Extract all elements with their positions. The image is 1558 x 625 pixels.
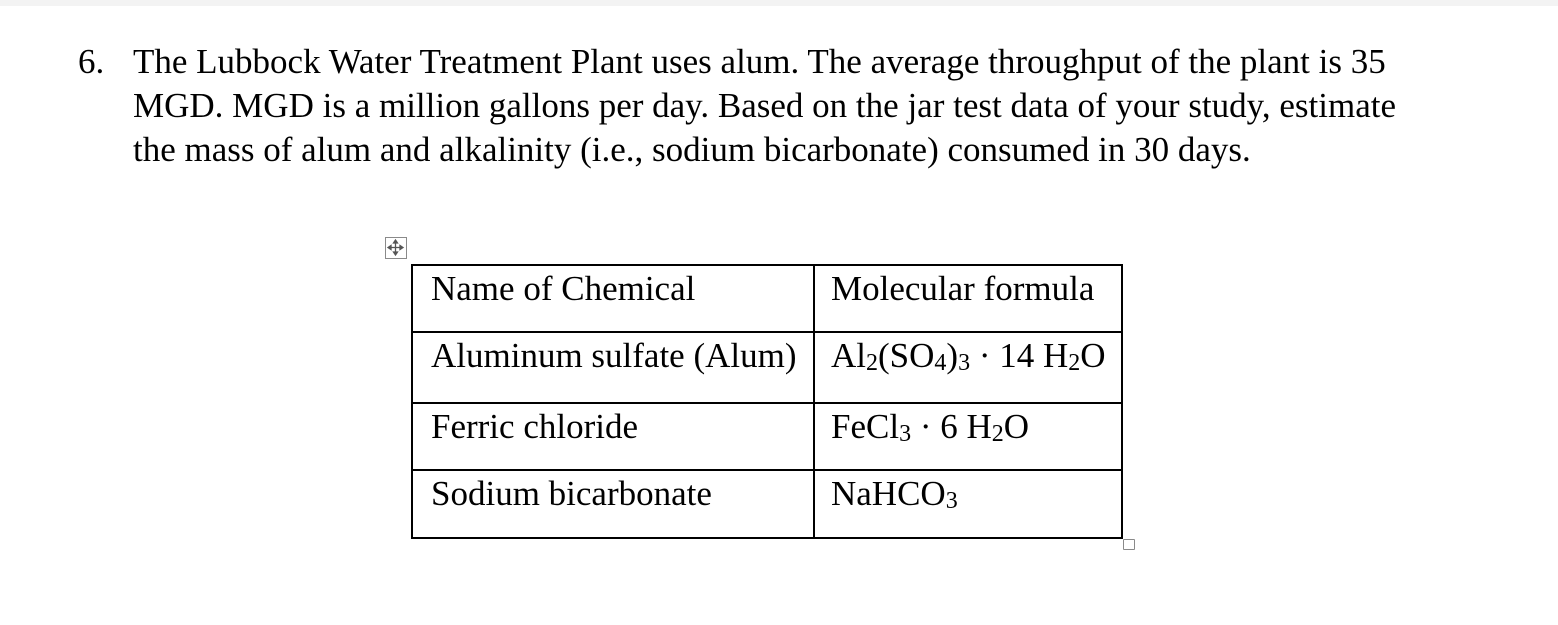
resize-square-icon[interactable] — [1123, 539, 1135, 550]
formula-subscript: 2 — [1068, 350, 1081, 376]
chemical-table — [411, 264, 1123, 539]
formula-text: O — [1003, 407, 1030, 446]
table-row — [412, 332, 1122, 403]
header-name-of-chemical[interactable]: Name of Chemical — [412, 265, 814, 332]
top-border-strip — [0, 0, 1558, 6]
formula-text: · 14 H — [970, 336, 1069, 375]
formula-subscript: 2 — [991, 421, 1004, 447]
move-arrows-icon[interactable] — [385, 237, 407, 259]
question-line-2: MGD. MGD is a million gallons per day. Based on the jar test data of your study, estimate — [133, 86, 1397, 125]
formula-text: NaHCO — [831, 474, 946, 513]
table-row — [412, 470, 1122, 538]
formula-text: O — [1080, 336, 1106, 375]
molecular-formula-cell[interactable] — [814, 403, 1122, 470]
chemical-name-cell[interactable]: Aluminum sulfate (Alum) — [412, 332, 814, 403]
molecular-formula-cell[interactable] — [814, 332, 1122, 403]
formula-subscript: 3 — [945, 488, 958, 514]
formula-subscript: 2 — [866, 350, 878, 376]
chemical-name-cell[interactable]: Sodium bicarbonate — [412, 470, 814, 538]
formula-text: FeCl — [831, 407, 900, 446]
move-arrows-glyph — [386, 238, 405, 257]
formula-text: Al — [831, 336, 866, 375]
header-molecular-formula[interactable]: Molecular formula — [814, 265, 1122, 332]
formula-subscript: 4 — [934, 350, 947, 376]
formula-subscript: 3 — [958, 350, 971, 376]
formula-text: (SO — [878, 336, 935, 375]
table-row — [412, 403, 1122, 470]
molecular-formula-cell[interactable] — [814, 470, 1122, 538]
formula-text: · 6 H — [911, 407, 992, 446]
formula-subscript: 3 — [899, 421, 912, 447]
question-text — [133, 40, 1433, 172]
chemical-name-cell[interactable]: Ferric chloride — [412, 403, 814, 470]
table-header-row — [412, 265, 1122, 332]
question-line-3: the mass of alum and alkalinity (i.e., sodium bicarbonate) consumed in 30 days. — [133, 130, 1251, 169]
question-number: 6. — [78, 42, 105, 81]
formula-text: ) — [946, 336, 959, 375]
question-line-1: The Lubbock Water Treatment Plant uses alum. The average throughput of the plant is 35 — [133, 42, 1386, 81]
